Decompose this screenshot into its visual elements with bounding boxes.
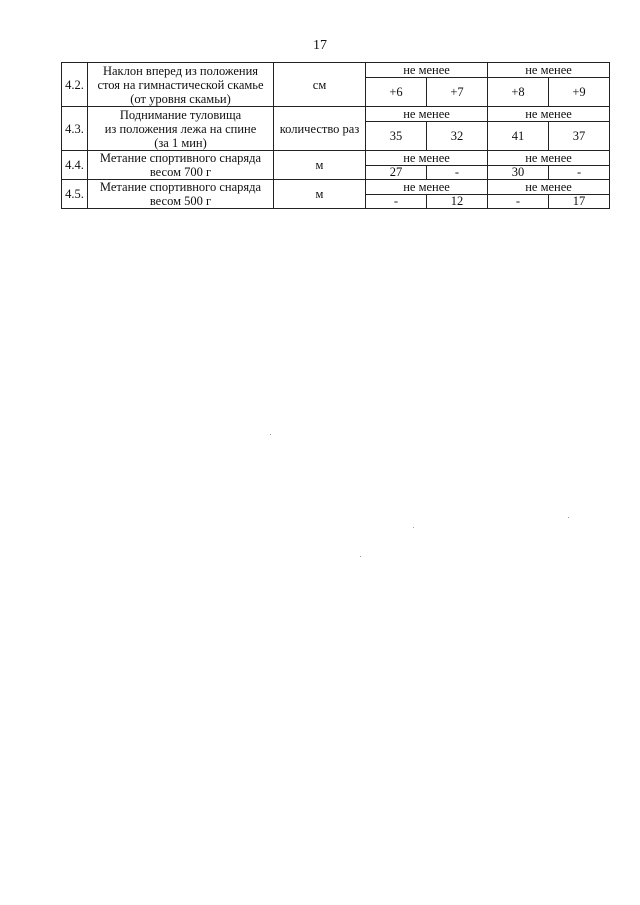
value-cell: 37 (549, 122, 610, 151)
scan-speck (360, 556, 361, 557)
exercise-name-line: Наклон вперед из положения (102, 63, 259, 78)
unit-cell: количество раз (274, 107, 366, 151)
exercise-name-line: (от уровня скамьи) (130, 91, 231, 106)
value-cell: +7 (427, 78, 488, 107)
group-header: не менее (488, 180, 610, 195)
exercise-name-line: Метание спортивного снаряда (99, 151, 262, 165)
exercise-name (88, 180, 274, 209)
unit-cell: см (274, 63, 366, 107)
value-cell: 41 (488, 122, 549, 151)
unit-cell: м (274, 151, 366, 180)
value-cell: - (549, 166, 610, 180)
value-cell: 30 (488, 166, 549, 180)
page-number: 17 (313, 38, 327, 53)
scan-speck (270, 434, 271, 435)
norms-table (61, 62, 610, 209)
value-cell: - (488, 195, 549, 209)
group-header: не менее (488, 107, 610, 122)
exercise-name-line: из положения лежа на спине (104, 121, 257, 136)
value-cell: - (427, 166, 488, 180)
exercise-name-line: Поднимание туловища (119, 107, 242, 122)
table-row (62, 151, 610, 166)
table-row (62, 107, 610, 122)
value-cell: +9 (549, 78, 610, 107)
exercise-name-line: весом 500 г (149, 194, 212, 208)
exercise-name (88, 107, 274, 151)
row-number: 4.2. (62, 63, 88, 107)
row-number: 4.5. (62, 180, 88, 209)
group-header: не менее (488, 63, 610, 78)
value-cell: 27 (366, 166, 427, 180)
group-header: не менее (488, 151, 610, 166)
table-row (62, 63, 610, 78)
value-cell: 32 (427, 122, 488, 151)
scan-speck (413, 527, 414, 528)
unit-cell: м (274, 180, 366, 209)
row-number: 4.4. (62, 151, 88, 180)
exercise-name-line: стоя на гимнастической скамье (97, 77, 264, 92)
value-cell: - (366, 195, 427, 209)
value-cell: +6 (366, 78, 427, 107)
value-cell: +8 (488, 78, 549, 107)
value-cell: 12 (427, 195, 488, 209)
value-cell: 35 (366, 122, 427, 151)
group-header: не менее (366, 63, 488, 78)
exercise-name (88, 63, 274, 107)
group-header: не менее (366, 107, 488, 122)
group-header: не менее (366, 151, 488, 166)
exercise-name-line: Метание спортивного снаряда (99, 180, 262, 194)
group-header: не менее (366, 180, 488, 195)
table-row (62, 180, 610, 195)
exercise-name-line: весом 700 г (149, 165, 212, 179)
row-number: 4.3. (62, 107, 88, 151)
value-cell: 17 (549, 195, 610, 209)
scan-speck (568, 517, 569, 518)
exercise-name (88, 151, 274, 180)
exercise-name-line: (за 1 мин) (154, 135, 207, 150)
